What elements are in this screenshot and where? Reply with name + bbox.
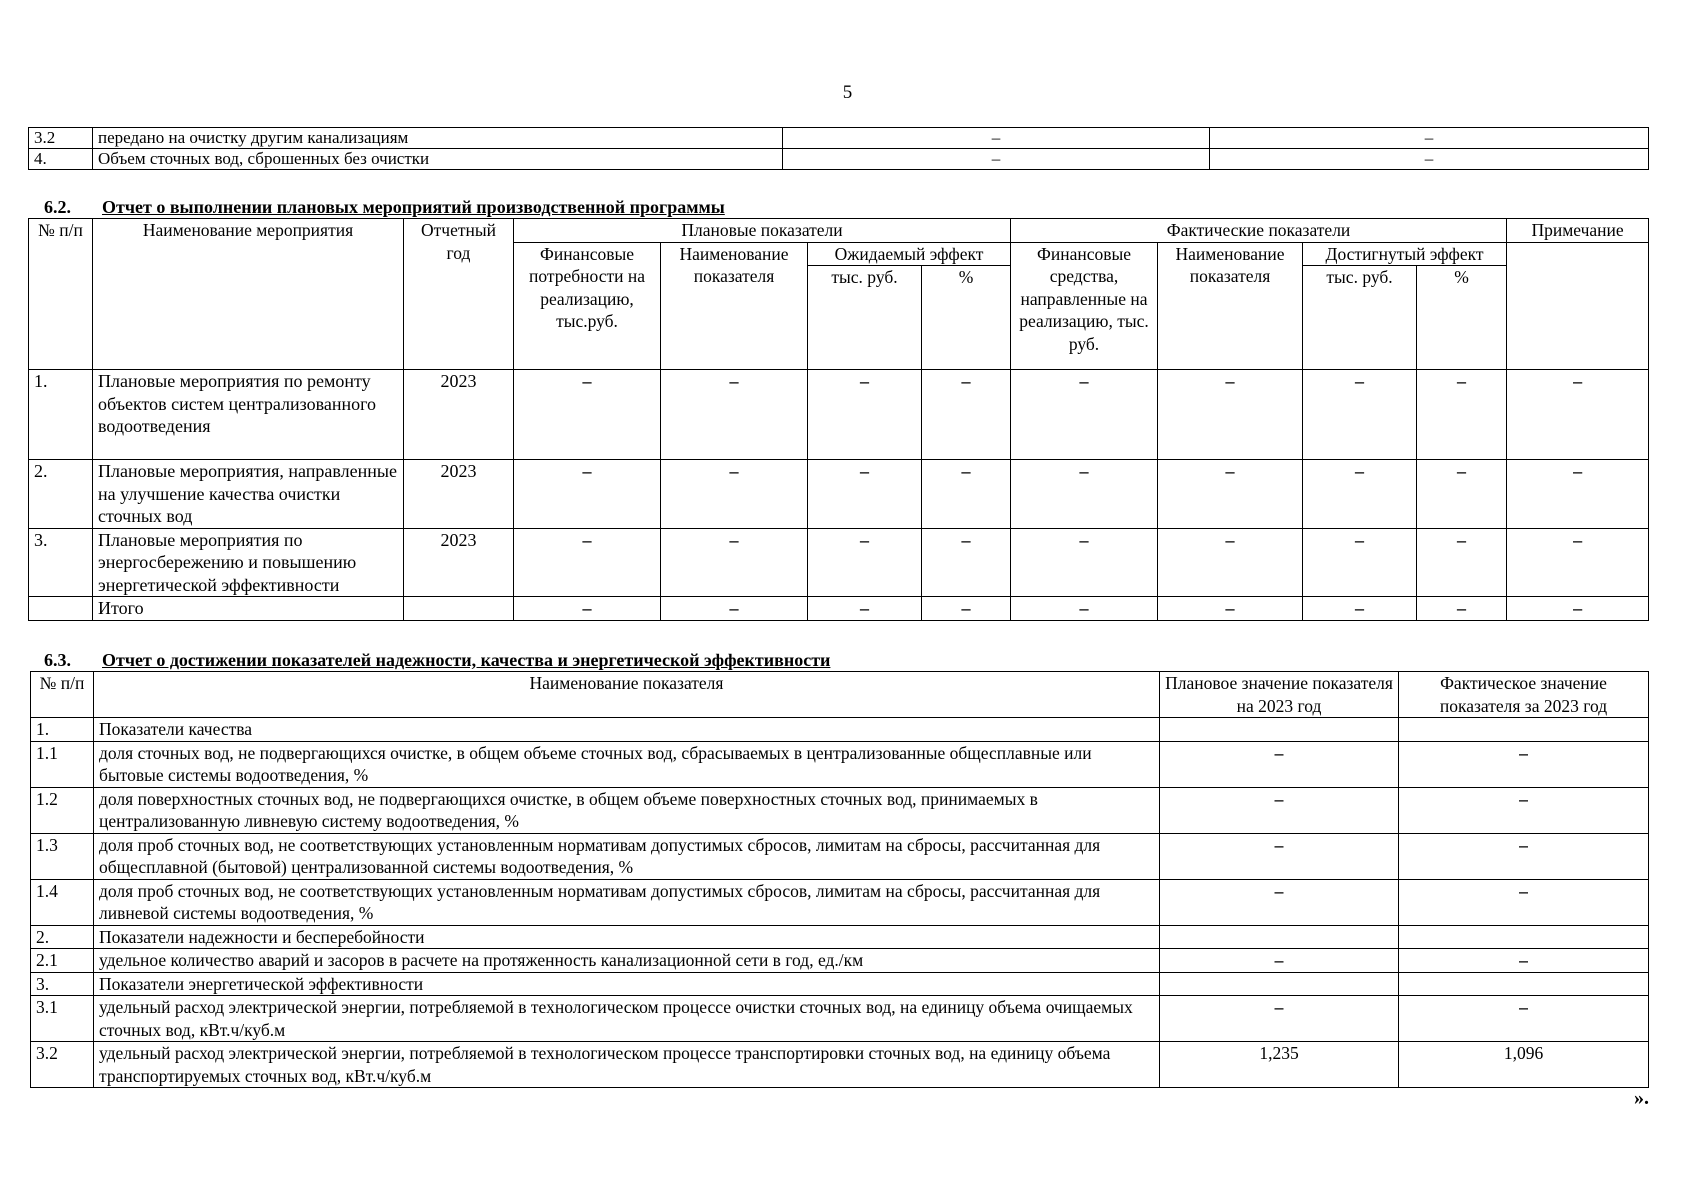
table-row — [31, 718, 1649, 742]
plan-pct-value: – — [922, 528, 1011, 597]
plan-pct-value: – — [922, 597, 1011, 621]
fact-value: – — [1399, 741, 1649, 787]
col-header-plan-pct: % — [922, 266, 1011, 370]
header-row — [29, 219, 1649, 243]
fact-value — [1399, 972, 1649, 996]
fact-rub-value: – — [1303, 597, 1417, 621]
section-number: 6.2. — [44, 197, 71, 217]
plan-rub-value: – — [808, 597, 922, 621]
row-name: доля сточных вод, не подвергающихся очистке, в общем объеме сточных вод, сбрасываемых в централизованные общесплавные или бытовые системы водоотведения, % — [94, 741, 1160, 787]
note-value: – — [1507, 370, 1649, 460]
table-row — [31, 996, 1649, 1042]
row-number: 2. — [29, 460, 93, 529]
section-62-title — [44, 197, 725, 218]
fact-indicator-value: – — [1158, 460, 1303, 529]
plan-rub-value: – — [808, 528, 922, 597]
row-number — [29, 597, 93, 621]
table-row — [29, 128, 1649, 149]
note-value: – — [1507, 528, 1649, 597]
col-header-fact-rub: тыс. руб. — [1303, 266, 1417, 370]
plan-pct-value: – — [922, 460, 1011, 529]
header-row — [31, 672, 1649, 718]
col-header-plan-effect: Ожидаемый эффект — [808, 242, 1011, 266]
fact-fin-value: – — [1011, 460, 1158, 529]
row-number: 3.2 — [31, 1042, 94, 1088]
plan-value — [1160, 718, 1399, 742]
plan-value: – — [783, 149, 1210, 170]
row-year — [404, 597, 514, 621]
fact-value: – — [1399, 996, 1649, 1042]
section-63-title — [44, 650, 830, 671]
fact-pct-value: – — [1417, 597, 1507, 621]
plan-indicator-value: – — [661, 528, 808, 597]
plan-rub-value: – — [808, 460, 922, 529]
row-number: 4. — [29, 149, 93, 170]
fact-value: 1,096 — [1399, 1042, 1649, 1088]
table-row — [31, 787, 1649, 833]
col-header-fact-fin: Финансовые средства, направленные на реализацию, тыс. руб. — [1011, 242, 1158, 370]
row-name: доля поверхностных сточных вод, не подвергающихся очистке, в общем объеме поверхностных сточных вод, принимаемых в централизованную ливневую систему водоотведения, % — [94, 787, 1160, 833]
table-row — [31, 879, 1649, 925]
row-year: 2023 — [404, 460, 514, 529]
row-number: 3. — [29, 528, 93, 597]
row-number: 1.4 — [31, 879, 94, 925]
col-header-year: Отчетный год — [404, 219, 514, 370]
fact-pct-value: – — [1417, 370, 1507, 460]
plan-fin-value: – — [514, 597, 661, 621]
plan-value: – — [1160, 741, 1399, 787]
indicators-table — [30, 671, 1649, 1088]
plan-value: – — [1160, 833, 1399, 879]
table-row — [31, 949, 1649, 973]
fact-value — [1399, 925, 1649, 949]
closing-quote-mark: ». — [1634, 1087, 1649, 1109]
row-number: 1.2 — [31, 787, 94, 833]
fact-fin-value: – — [1011, 370, 1158, 460]
row-number: 2.1 — [31, 949, 94, 973]
col-header-note: Примечание — [1507, 219, 1649, 243]
row-name: доля проб сточных вод, не соответствующих установленным нормативам допустимых сбросов, лимитам на сбросы, рассчитанная для ливневой системы водоотведения, % — [94, 879, 1160, 925]
plan-fin-value: – — [514, 528, 661, 597]
table-row — [29, 370, 1649, 460]
table-row — [31, 925, 1649, 949]
plan-fin-value: – — [514, 370, 661, 460]
fact-value: – — [1399, 949, 1649, 973]
row-year: 2023 — [404, 370, 514, 460]
fact-rub-value: – — [1303, 370, 1417, 460]
note-value: – — [1507, 460, 1649, 529]
fact-pct-value: – — [1417, 528, 1507, 597]
fact-fin-value: – — [1011, 528, 1158, 597]
col-header-plan: Плановое значение показателя на 2023 год — [1160, 672, 1399, 718]
row-name: Объем сточных вод, сброшенных без очистки — [93, 149, 783, 170]
col-header-name: Наименование мероприятия — [93, 219, 404, 370]
fact-value: – — [1399, 787, 1649, 833]
fact-value: – — [1399, 833, 1649, 879]
fact-value: – — [1210, 128, 1649, 149]
table-row — [31, 972, 1649, 996]
col-header-num: № п/п — [29, 219, 93, 370]
col-header-fact-effect: Достигнутый эффект — [1303, 242, 1507, 266]
plan-rub-value: – — [808, 370, 922, 460]
plan-indicator-value: – — [661, 460, 808, 529]
fact-indicator-value: – — [1158, 528, 1303, 597]
row-number: 3.1 — [31, 996, 94, 1042]
plan-fin-value: – — [514, 460, 661, 529]
row-name: Показатели надежности и бесперебойности — [94, 925, 1160, 949]
fact-value: – — [1399, 879, 1649, 925]
fact-value: – — [1210, 149, 1649, 170]
row-number: 3.2 — [29, 128, 93, 149]
row-number: 1. — [29, 370, 93, 460]
table-row — [31, 741, 1649, 787]
col-header-fact-group: Фактические показатели — [1011, 219, 1507, 243]
row-name: удельное количество аварий и засоров в расчете на протяженность канализационной сети в год, ед./км — [94, 949, 1160, 973]
row-number: 3. — [31, 972, 94, 996]
page-number: 5 — [842, 82, 853, 103]
plan-value — [1160, 972, 1399, 996]
row-name: Плановые мероприятия по ремонту объектов систем централизованного водоотведения — [93, 370, 404, 460]
section-title-text: Отчет о достижении показателей надежности, качества и энергетической эффективности — [102, 650, 831, 670]
fact-pct-value: – — [1417, 460, 1507, 529]
col-header-fact: Фактическое значение показателя за 2023 год — [1399, 672, 1649, 718]
col-header-fact-indicator: Наименование показателя — [1158, 242, 1303, 370]
row-number: 2. — [31, 925, 94, 949]
row-number: 1.1 — [31, 741, 94, 787]
row-number: 1.3 — [31, 833, 94, 879]
fact-indicator-value: – — [1158, 370, 1303, 460]
top-table — [28, 127, 1649, 170]
plan-value — [1160, 925, 1399, 949]
row-name: передано на очистку другим канализациям — [93, 128, 783, 149]
plan-value: – — [1160, 949, 1399, 973]
col-header-plan-rub: тыс. руб. — [808, 266, 922, 370]
total-row — [29, 597, 1649, 621]
note-header-spacer — [1507, 242, 1649, 370]
planned-measures-table — [28, 218, 1649, 621]
section-number: 6.3. — [44, 650, 71, 670]
plan-value: – — [1160, 787, 1399, 833]
table-row — [31, 1042, 1649, 1088]
row-name: удельный расход электрической энергии, потребляемой в технологическом процессе очистки сточных вод, на единицу объема очищаемых сточных вод, кВт.ч/куб.м — [94, 996, 1160, 1042]
row-year: 2023 — [404, 528, 514, 597]
table-row — [29, 460, 1649, 529]
note-value: – — [1507, 597, 1649, 621]
total-label: Итого — [93, 597, 404, 621]
row-name: доля проб сточных вод, не соответствующих установленным нормативам допустимых сбросов, лимитам на сбросы, рассчитанная для общесплавной (бытовой) централизованной системы водоотведения, % — [94, 833, 1160, 879]
col-header-plan-group: Плановые показатели — [514, 219, 1011, 243]
fact-fin-value: – — [1011, 597, 1158, 621]
fact-value — [1399, 718, 1649, 742]
table-row — [29, 528, 1649, 597]
col-header-num: № п/п — [31, 672, 94, 718]
row-name: Плановые мероприятия по энергосбережению и повышению энергетической эффективности — [93, 528, 404, 597]
fact-rub-value: – — [1303, 528, 1417, 597]
plan-pct-value: – — [922, 370, 1011, 460]
plan-value: 1,235 — [1160, 1042, 1399, 1088]
fact-indicator-value: – — [1158, 597, 1303, 621]
plan-value: – — [783, 128, 1210, 149]
row-name: Показатели качества — [94, 718, 1160, 742]
plan-indicator-value: – — [661, 370, 808, 460]
table-row — [31, 833, 1649, 879]
col-header-plan-fin: Финансовые потребности на реализацию, тыс.руб. — [514, 242, 661, 370]
plan-indicator-value: – — [661, 597, 808, 621]
col-header-name: Наименование показателя — [94, 672, 1160, 718]
plan-value: – — [1160, 996, 1399, 1042]
col-header-fact-pct: % — [1417, 266, 1507, 370]
section-title-text: Отчет о выполнении плановых мероприятий производственной программы — [102, 197, 725, 217]
row-name: Показатели энергетической эффективности — [94, 972, 1160, 996]
fact-rub-value: – — [1303, 460, 1417, 529]
table-row — [29, 149, 1649, 170]
col-header-plan-indicator: Наименование показателя — [661, 242, 808, 370]
row-name: Плановые мероприятия, направленные на улучшение качества очистки сточных вод — [93, 460, 404, 529]
row-number: 1. — [31, 718, 94, 742]
plan-value: – — [1160, 879, 1399, 925]
row-name: удельный расход электрической энергии, потребляемой в технологическом процессе транспортировки сточных вод, на единицу объема транспортируемых сточных вод, кВт.ч/куб.м — [94, 1042, 1160, 1088]
